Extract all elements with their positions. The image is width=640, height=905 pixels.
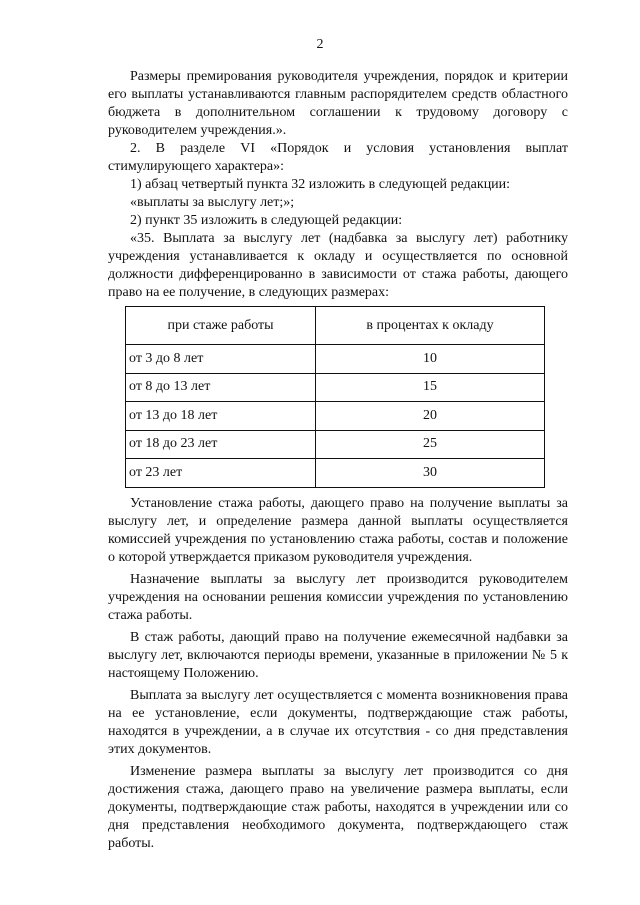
- cell-percent: 20: [316, 402, 545, 431]
- paragraph-bonus-sizes: Размеры премирования руководителя учреждения, порядок и критерии его выплаты устанавливаются главным распорядителем средств областного бюджета в дополнительном соглашении к трудовому договору с руководителем учреждения.».: [108, 69, 568, 138]
- table-row: [126, 345, 545, 374]
- paragraph-item-35: 2) пункт 35 изложить в следующей редакции:: [130, 213, 403, 228]
- cell-seniority: от 3 до 8 лет: [126, 345, 316, 374]
- cell-seniority: от 8 до 13 лет: [126, 373, 316, 402]
- cell-seniority: от 13 до 18 лет: [126, 402, 316, 431]
- header-percent: в процентах к окладу: [316, 307, 545, 345]
- paragraph-item-32: 1) абзац четвертый пункта 32 изложить в следующей редакции:: [130, 177, 511, 192]
- cell-seniority: от 23 лет: [126, 459, 316, 488]
- seniority-table: [125, 306, 545, 488]
- cell-percent: 30: [316, 459, 545, 488]
- header-seniority: при стаже работы: [126, 307, 316, 345]
- table-row: [126, 373, 545, 402]
- table-row: [126, 459, 545, 488]
- cell-percent: 25: [316, 430, 545, 459]
- paragraph-assignment: Назначение выплаты за выслугу лет производится руководителем учреждения на основании решения комиссии учреждения по установлению стажа работы.: [108, 572, 568, 623]
- intro-section: [108, 68, 568, 302]
- paragraph-section-vi: 2. В разделе VI «Порядок и условия установления выплат стимулирующего характера»:: [108, 141, 568, 174]
- paragraph-payment-start: Выплата за выслугу лет осуществляется с момента возникновения права на ее установление, если документы, подтверждающие стаж работы, находятся в учреждении, а в случае их отсутствия - со дня представления этих документов.: [108, 688, 568, 757]
- cell-seniority: от 18 до 23 лет: [126, 430, 316, 459]
- paragraph-periods: В стаж работы, дающий право на получение ежемесячной надбавки за выслугу лет, включаются периоды времени, указанные в приложении № 5 к настоящему Положению.: [108, 630, 568, 681]
- table-row: [126, 402, 545, 431]
- paragraph-size-change: Изменение размера выплаты за выслугу лет производится со дня достижения стажа, дающего право на увеличение размера выплаты, если документы, подтверждающие стаж работы, находятся в учреждении или со дня представления необходимого документа, подтверждающего стаж работы.: [108, 764, 568, 851]
- paragraph-seniority-commission: Установление стажа работы, дающего право на получение выплаты за выслугу лет, и определение размера данной выплаты осуществляется комиссией учреждения по установлению стажа работы, состав и положение о которой утверждается приказом руководителя учреждения.: [108, 496, 568, 565]
- page-number: 2: [316, 37, 324, 52]
- table-row: [126, 430, 545, 459]
- cell-percent: 15: [316, 373, 545, 402]
- table-header-row: [126, 307, 545, 345]
- paragraph-item-35-text: «35. Выплата за выслугу лет (надбавка за выслугу лет) работнику учреждения устанавливается к окладу и осуществляется по основной должности дифференцированно в зависимости от стажа работы, дающего право на ее получение, в следующих размерах:: [108, 231, 568, 300]
- cell-percent: 10: [316, 345, 545, 374]
- paragraph-item-32-text: «выплаты за выслугу лет;»;: [130, 195, 295, 210]
- body-section: [108, 495, 568, 857]
